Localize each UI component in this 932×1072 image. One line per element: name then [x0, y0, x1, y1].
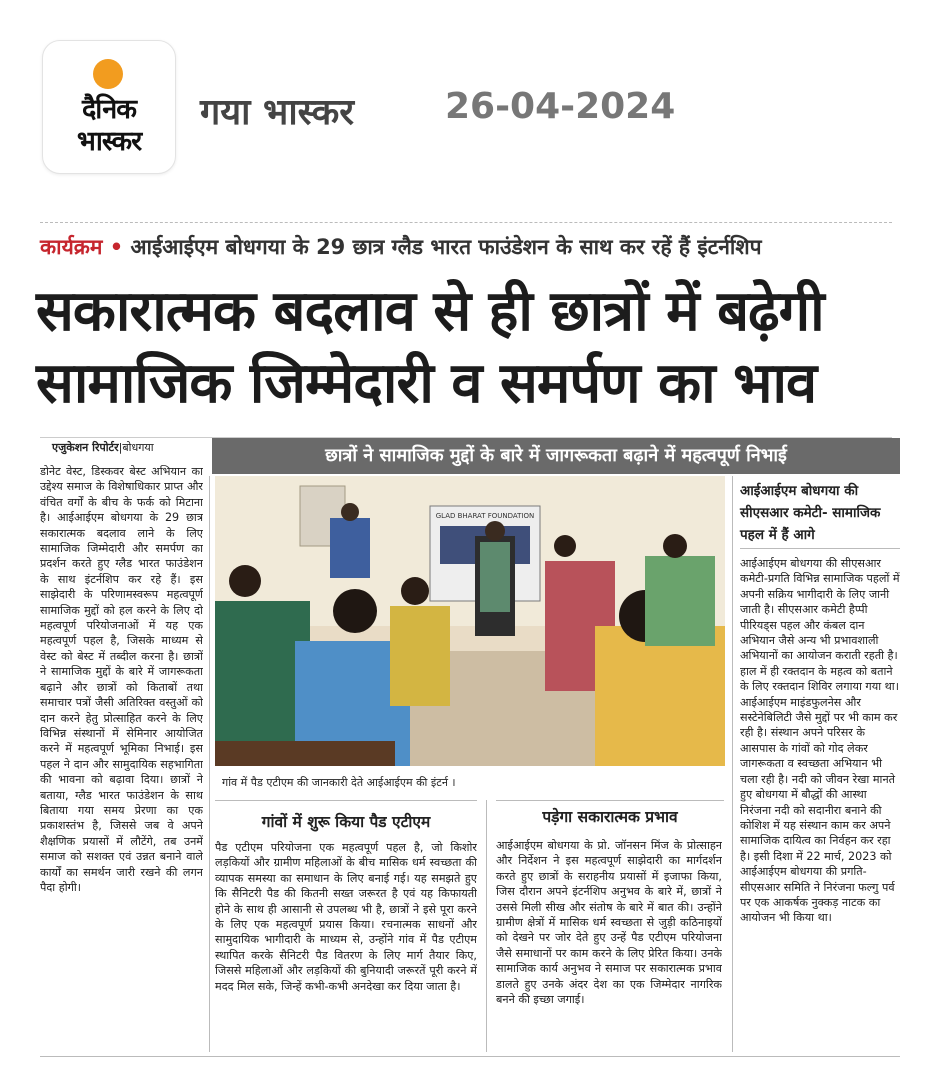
column-3-heading: पड़ेगा सकारात्मक प्रभाव [542, 808, 678, 826]
logo-word-dainik: दैनिक [81, 94, 137, 125]
kicker-tag: कार्यक्रम [40, 235, 103, 259]
banner-text: GLAD BHARAT FOUNDATION [435, 512, 535, 520]
edition-name: गया भास्कर [200, 92, 355, 133]
news-photo [215, 476, 725, 766]
bottom-rule [40, 1056, 900, 1057]
kicker-text: आईआईएम बोधगया के 29 छात्र ग्लैड भारत फाउंडेशन के साथ कर रहें हैं इंटर्नशिप [130, 235, 762, 259]
byline [52, 440, 154, 455]
logo-word-bhaskar: भास्कर [76, 126, 142, 157]
byline-place: बोधगया [122, 441, 154, 454]
column-3-top-rule [496, 800, 724, 801]
photo-caption: गांव में पैड एटीएम की जानकारी देते आईआईएम की इंटर्न । [222, 776, 456, 789]
byline-sep: | [118, 441, 123, 454]
sun-icon [93, 59, 123, 89]
column-divider-3 [732, 476, 733, 1052]
headline [36, 276, 896, 420]
column-2-top-rule [215, 800, 477, 801]
column-2-heading: गांवों में शुरू किया पैड एटीएम [261, 813, 431, 831]
headline-line-1: सकारात्मक बदलाव से ही छात्रों में बढ़ेगी [36, 279, 824, 344]
column-divider-2 [486, 800, 487, 1052]
byline-reporter: एजुकेशन रिपोर्टर [52, 441, 119, 454]
column-divider-1 [209, 476, 210, 1052]
classroom-scene-illustration [215, 476, 725, 766]
column-4-heading-rule [740, 548, 900, 549]
headline-line-2: सामाजिक जिम्मेदारी व समर्पण का भाव [36, 351, 817, 416]
column-4-body: आईआईएम बोधगया की सीएसआर कमेटी-प्रगति विभिन्न सामाजिक पहलों में अपनी सक्रिय भागीदारी के लिए जानी जाती है। सीएसआर कमेटी हैप्पी पीरियड्स पहल और कंबल दान अभियान जैसे अन्य भी प्रभावशाली अभियानों का आयोजन कराती रहती है। हाल में ही रक्तदान के महत्व को बताने के लिए रक्तदान शिविर लगाया गया था। आईआईएम माइंडफुलनेस और सस्टेनेबिलिटी जैसे मुद्दों पर भी काम कर रही है। संस्थान अपने परिसर के आसपास के गांवों को गोद लेकर जागरूकता व स्वच्छता अभियान भी चला रही है। नदी को जीवन रेखा मानते हुए बोधगया में बौद्धों की आस्था निरंजना नदी को सदानीरा बनाने की कोशिश में यह संस्थान काम कर अपने सामाजिक दायित्व का निर्वहन कर रहा है। इसी दिशा में 22 मार्च, 2023 को आईआईएम बोधगया की प्रगति-सीएसआर समिति ने निरंजना फल्गु पर्व पर एक आकर्षक नुक्कड़ नाटक का आयोजन भी किया था। [740, 557, 900, 925]
top-divider [40, 222, 892, 223]
dainik-bhaskar-logo [42, 40, 176, 174]
column-1-body: डोनेट वेस्ट, डिस्कवर बेस्ट अभियान का उद्देश्य समाज के विशेषाधिकार प्राप्त और वंचित वर्गों के बीच के फर्क को मिटाना है। आईआईएम बोधगया के 29 छात्र सकारात्मक बदलाव लाने के लिए सामाजिक जिम्मेदारी और समर्पण का प्रदर्शन करते हुए ग्लैड भारत फाउंडेशन के साथ इंटर्नशिप कर रहे हैं। इस साझेदारी के परिणामस्वरूप महत्वपूर्ण सामाजिक मुद्दों को हल करने के लिए दो महत्वपूर्ण परियोजनाओं में यह एक महत्वपूर्ण पहल है, जिसके माध्यम से वेस्ट को बेस्ट में तब्दील करना है। छात्रों ने सामाजिक मुद्दों के बारे में जागरूकता बढ़ाने और छात्रों को किताबों तथा समाचार पत्रों जैसी अतिरिक्त वस्तुओं को दान करने हेतु प्रोत्साहित करने के लिए विभिन्न संस्थानों में सेमिनार आयोजित करने में महत्वपूर्ण भूमिका निभाई। इस पहल ने दान और सामुदायिक सहभागिता की भावना को बढ़ावा दिया। छात्रों ने बताया, ग्लैड भारत फाउंडेशन के साथ बिताया गया समय प्रेरणा का एक प्रकाशस्तंभ है, जिससे जब वे अपने शैक्षणिक प्रयासों में लौटेंगे, तब उनमें समाज को सशक्त एवं उन्नत बनाने वाले कार्यों का समर्थन जारी रखने की लगन पैदा होगी। [40, 465, 203, 894]
column-2-body: पैड एटीएम परियोजना एक महत्वपूर्ण पहल है, जो किशोर लड़कियों और ग्रामीण महिलाओं के बीच मासिक धर्म स्वच्छता की व्यापक समस्या का समाधान के लिए बनाई गई। यह समझते हुए कि सैनिटरी पैड की कितनी सख्त जरूरत है एवं यह किफायती होने के साथ ही आसानी से उपलब्ध भी है, छात्रों ने इसे पूरा करने के लिए एक महत्वपूर्ण प्रयास किया। रचनात्मक साधनों और सामुदायिक भागीदारी के माध्यम से, उन्होंने गांव में पैड एटीएम स्थापित करके सैनिटरी पैड वितरण के लिए मार्ग तैयार किए, जिससे महिलाओं और लड़कियों की बुनियादी जरूरतें पूरी करने में मदद मिल सके, जिन्हें कभी-कभी अनदेखा कर दिया जाता है। [215, 841, 477, 993]
kicker-bullet: • [109, 235, 124, 259]
edition-date: 26-04-2024 [445, 86, 676, 127]
photo-heading: छात्रों ने सामाजिक मुद्दों के बारे में जागरूकता बढ़ाने में महत्वपूर्ण निभाई [212, 438, 900, 474]
column-4-heading: आईआईएम बोधगया की सीएसआर कमेटी- सामाजिक पहल में हैं आगे [740, 483, 881, 543]
column-3-body: आईआईएम बोधगया के प्रो. जॉनसन मिंज के प्रोत्साहन और निर्देशन ने इस महत्वपूर्ण साझेदारी का मार्गदर्शन करते हुए छात्रों के सराहनीय प्रयासों में इजाफा किया, जिस दौरान अपने इंटर्नशिप अनुभव के बारे में, छात्रों ने उससे मिली सीख और संतोष के बारे में बात की। उन्होंने ग्रामीण क्षेत्रों में मासिक धर्म स्वच्छता से जुड़ी कठिनाइयों को देखने पर जोर देते हुए उन्हें पैड एटीएम परियोजना जैसे समाधानों पर काम करने के लिए प्रेरित किया। उनके सामाजिक कार्य अनुभव ने समाज पर सकारात्मक प्रभाव डालते हुए उनके अंदर देश का एक जिम्मेदार नागरिक बनने की इच्छा जगाई। [496, 839, 722, 1007]
kicker-line [40, 233, 892, 261]
